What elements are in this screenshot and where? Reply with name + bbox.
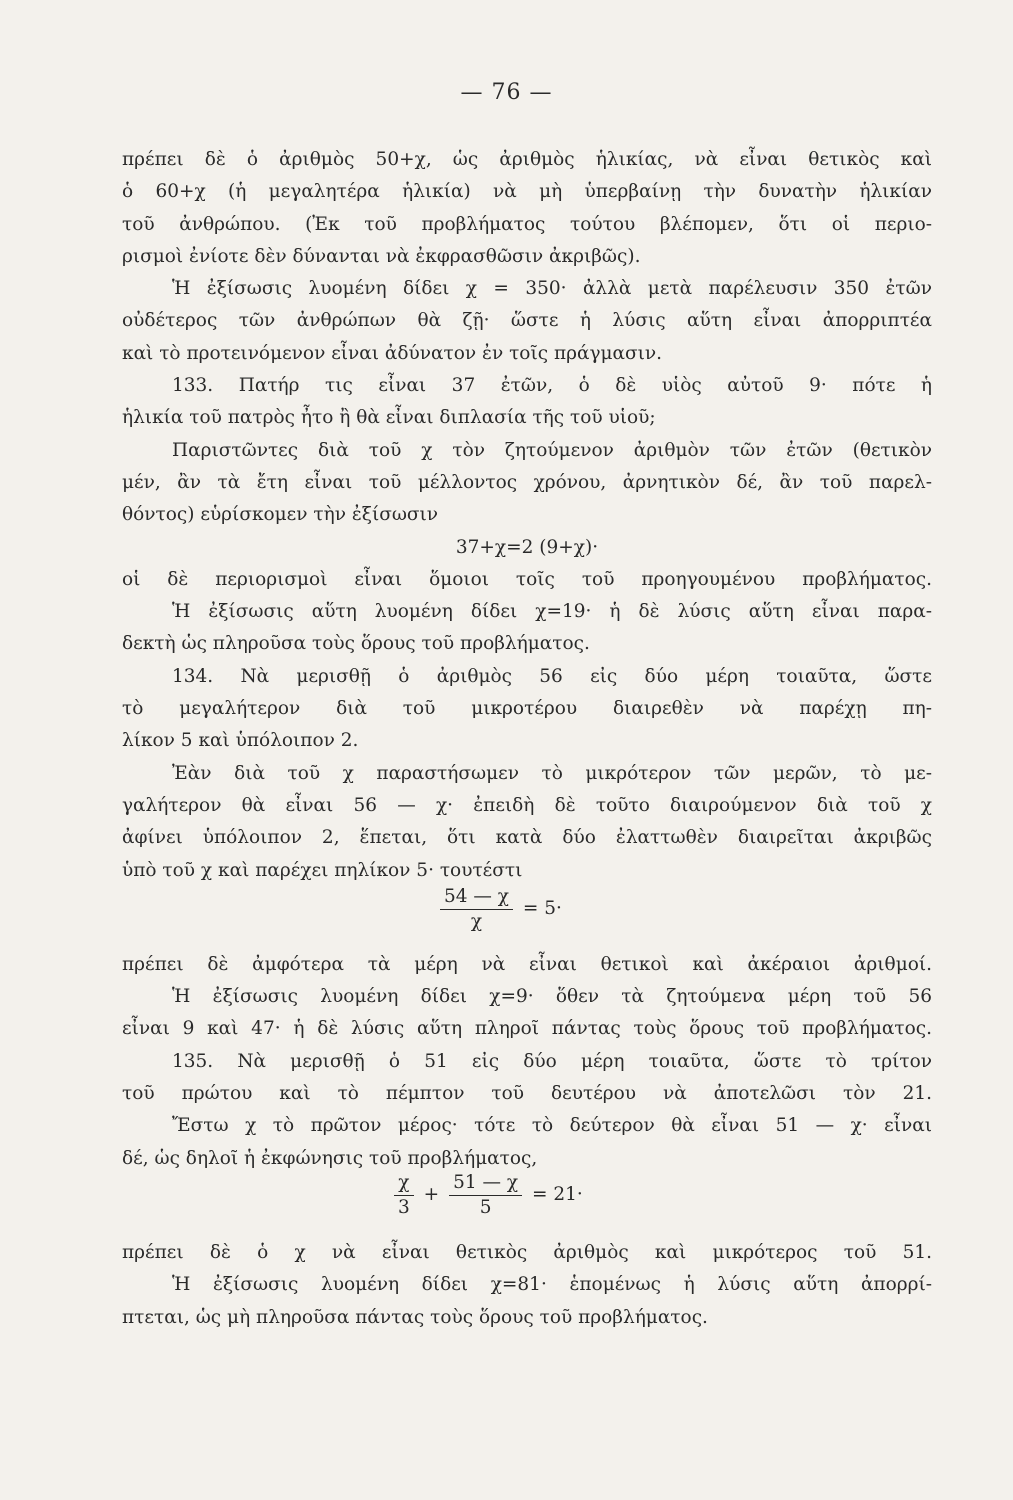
equation-133: 37+χ=2 (9+χ)· xyxy=(455,536,599,558)
fraction-numerator: 51 — χ xyxy=(449,1171,522,1196)
text-line: θόντος) εὑρίσκομεν τὴν ἐξίσωσιν xyxy=(122,504,439,526)
text-line: γαλήτερον θὰ εἶναι 56 — χ· ἐπειδὴ δὲ τοῦτο διαιρούμενον διὰ τοῦ χ xyxy=(122,794,932,816)
text-line: ἀφίνει ὑπόλοιπον 2, ἕπεται, ὅτι κατὰ δύο ἐλαττωθὲν διαιρεῖται ἀκριβῶς xyxy=(122,827,932,849)
text-line: ρισμοὶ ἐνίοτε δὲν δύνανται νὰ ἐκφρασθῶσιν ἀκριβῶς). xyxy=(122,245,641,267)
page-number: — 76 — xyxy=(460,80,553,105)
text-line: μέν, ἂν τὰ ἔτη εἶναι τοῦ μέλλοντος χρόνου, ἀρνητικὸν δέ, ἂν τοῦ παρελ- xyxy=(122,471,932,493)
fraction xyxy=(394,1171,414,1220)
problem-133-heading: 133. Πατήρ τις εἶναι 37 ἐτῶν, ὁ δὲ υἱὸς αὐτοῦ 9· πότε ἡ xyxy=(172,375,932,397)
fraction xyxy=(449,1171,522,1220)
text-line: Ἡ ἐξίσωσις λυομένη δίδει χ = 350· ἀλλὰ μετὰ παρέλευσιν 350 ἐτῶν xyxy=(172,278,932,300)
fraction-denominator: 3 xyxy=(398,1196,410,1218)
text-line: πρέπει δὲ ὁ χ νὰ εἶναι θετικὸς ἀριθμὸς καὶ μικρότερος τοῦ 51. xyxy=(122,1241,932,1263)
text-line: ἡλικία τοῦ πατρὸς ἦτο ἢ θὰ εἶναι διπλασία τῆς τοῦ υἱοῦ; xyxy=(122,407,656,429)
fraction-numerator: 54 — χ xyxy=(440,885,513,910)
equation-134 xyxy=(122,885,932,949)
fraction-denominator: 5 xyxy=(479,1196,492,1218)
equation-135 xyxy=(122,1171,932,1235)
problem-135-heading: 135. Νὰ μερισθῇ ὁ 51 εἰς δύο μέρη τοιαῦτα, ὥστε τὸ τρίτον xyxy=(172,1050,932,1072)
text-line: Ἡ ἐξίσωσις αὕτη λυομένη δίδει χ=19· ἡ δὲ λύσις αὕτη εἶναι παρα- xyxy=(172,601,932,623)
equation-rhs: = 21· xyxy=(531,1184,583,1206)
text-line: Ἐὰν διὰ τοῦ χ παραστήσωμεν τὸ μικρότερον τῶν μερῶν, τὸ με- xyxy=(172,762,932,784)
text-line: οἱ δὲ περιορισμοὶ εἶναι ὅμοιοι τοῖς τοῦ προηγουμένου προβλήματος. xyxy=(122,568,932,590)
text-line: Ἡ ἐξίσωσις λυομένη δίδει χ=9· ὅθεν τὰ ζητούμενα μέρη τοῦ 56 xyxy=(172,986,932,1008)
fraction xyxy=(440,885,513,934)
text-line: ὁ 60+χ (ἡ μεγαλητέρα ἡλικία) νὰ μὴ ὑπερβαίνῃ τὴν δυνατὴν ἡλικίαν xyxy=(122,181,932,203)
problem-134-heading: 134. Νὰ μερισθῇ ὁ ἀριθμὸς 56 εἰς δύο μέρη τοιαῦτα, ὥστε xyxy=(172,665,932,687)
page-body xyxy=(122,144,932,1334)
text-line: Παριστῶντες διὰ τοῦ χ τὸν ζητούμενον ἀριθμὸν τῶν ἐτῶν (θετικὸν xyxy=(172,439,932,461)
text-line: Ἡ ἐξίσωσις λυομένη δίδει χ=81· ἑπομένως ἡ λύσις αὕτη ἀπορρί- xyxy=(172,1274,932,1296)
text-line: πρέπει δὲ ἀμφότερα τὰ μέρη νὰ εἶναι θετικοὶ καὶ ἀκέραιοι ἀριθμοί. xyxy=(122,953,932,975)
text-line: Ἔστω χ τὸ πρῶτον μέρος· τότε τὸ δεύτερον θὰ εἶναι 51 — χ· εἶναι xyxy=(172,1115,932,1137)
text-line: δέ, ὡς δηλοῖ ἡ ἐκφώνησις τοῦ προβλήματος, xyxy=(122,1147,538,1169)
text-line: πρέπει δὲ ὁ ἀριθμὸς 50+χ, ὡς ἀριθμὸς ἡλικίας, νὰ εἶναι θετικὸς καὶ xyxy=(122,149,932,170)
text-line: εἶναι 9 καὶ 47· ἡ δὲ λύσις αὕτη πληροῖ πάντας τοὺς ὅρους τοῦ προβλήματος. xyxy=(122,1018,932,1040)
plus-sign: + xyxy=(423,1184,440,1206)
text-line: πτεται, ὡς μὴ πληροῦσα πάντας τοὺς ὅρους τοῦ προβλήματος. xyxy=(122,1306,708,1328)
text-line: οὐδέτερος τῶν ἀνθρώπων θὰ ζῇ· ὥστε ἡ λύσις αὕτη εἶναι ἀπορριπτέα xyxy=(122,310,932,332)
fraction-numerator: χ xyxy=(394,1171,414,1196)
equation-rhs: = 5· xyxy=(522,898,562,920)
fraction-denominator: χ xyxy=(470,910,483,932)
text-line: τοῦ πρώτου καὶ τὸ πέμπτον τοῦ δευτέρου νὰ ἀποτελῶσι τὸν 21. xyxy=(122,1083,932,1105)
text-line: ὑπὸ τοῦ χ καὶ παρέχει πηλίκον 5· τουτέστι xyxy=(122,859,523,881)
text-line: λίκον 5 καὶ ὑπόλοιπον 2. xyxy=(122,730,359,752)
text-line: καὶ τὸ προτεινόμενον εἶναι ἀδύνατον ἐν τοῖς πράγμασιν. xyxy=(122,342,663,364)
text-line: τοῦ ἀνθρώπου. (Ἐκ τοῦ προβλήματος τούτου βλέπομεν, ὅτι οἱ περιο- xyxy=(122,213,932,235)
text-line: δεκτὴ ὡς πληροῦσα τοὺς ὅρους τοῦ προβλήματος. xyxy=(122,633,590,655)
text-line: τὸ μεγαλήτερον διὰ τοῦ μικροτέρου διαιρεθὲν νὰ παρέχῃ πη- xyxy=(122,698,932,720)
